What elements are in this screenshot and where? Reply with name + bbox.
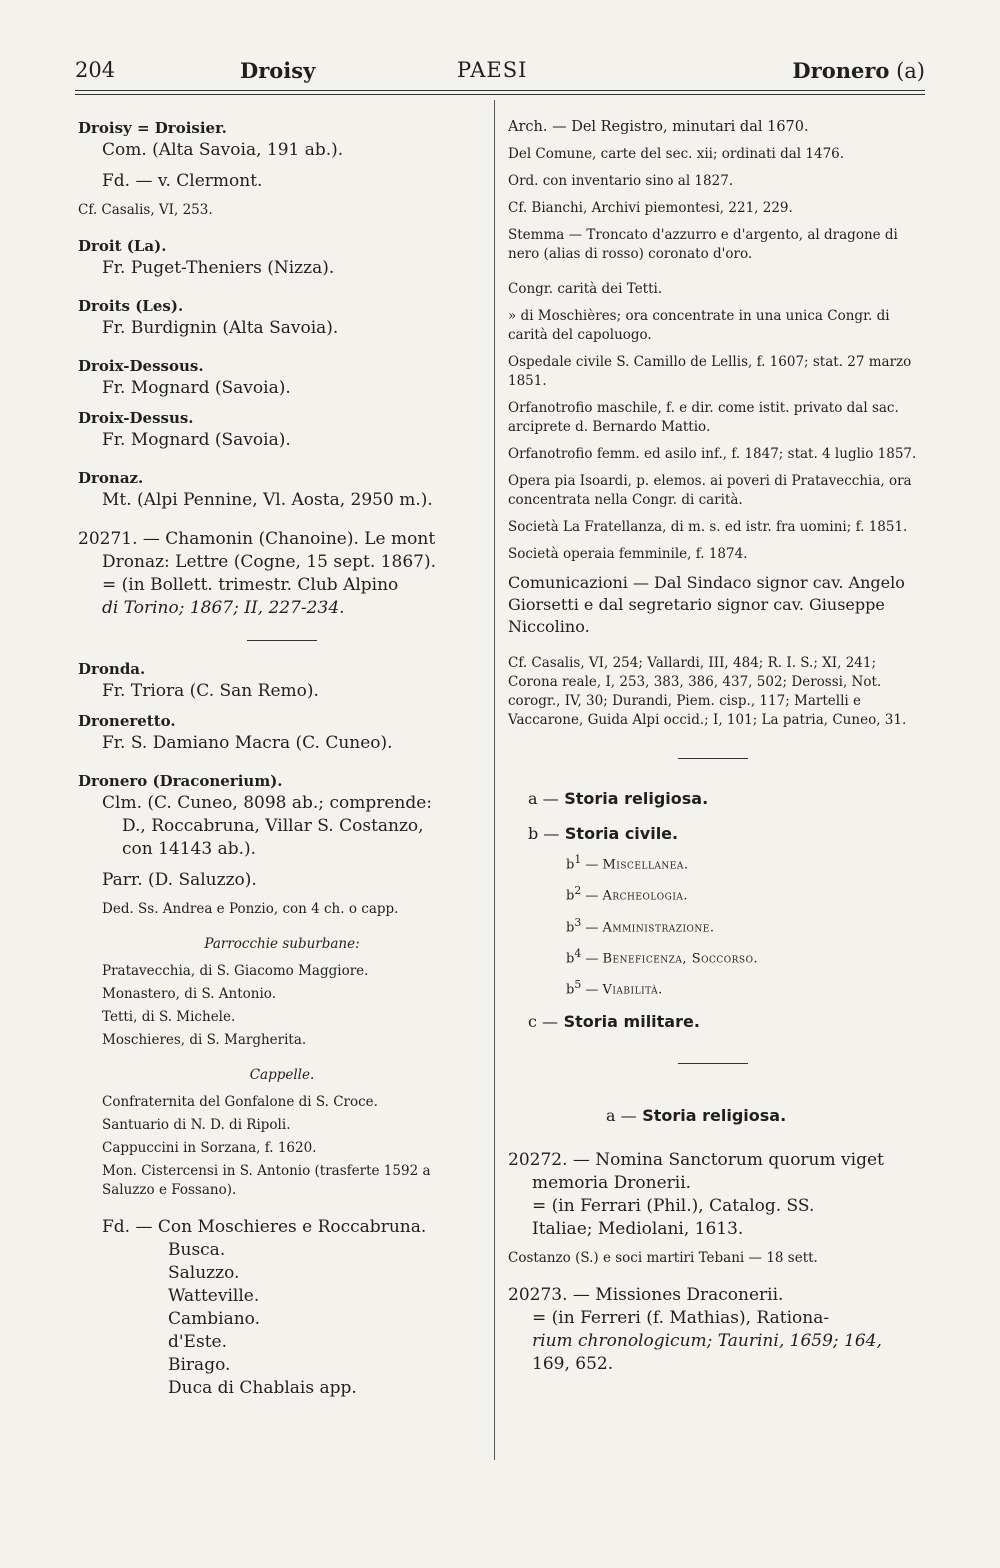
entry-line: Fr. S. Damiano Macra (C. Cuneo). — [102, 733, 393, 753]
entry-line: Opera pia Isoardi, p. elemos. ai poveri di Pratavecchia, ora concentrata nella Congr. di carità. — [508, 473, 912, 508]
header-rule-double — [75, 94, 925, 95]
bibliography-line: memoria Dronerii. — [532, 1172, 692, 1193]
entry-line: Costanzo (S.) e soci martiri Tebani — 18 sett. — [508, 1249, 818, 1266]
entry-line: Orfanotrofio femm. ed asilo inf., f. 1847; stat. 4 luglio 1857. — [508, 446, 917, 462]
entry-heading: Droit (La). — [78, 237, 167, 255]
entry-line: D., Roccabruna, Villar S. Costanzo, — [122, 816, 424, 836]
entry-line: Clm. (C. Cuneo, 8098 ab.; comprende: — [102, 793, 433, 813]
entry-line: Società La Fratellanza, di m. s. ed istr. fra uomini; f. 1851. — [508, 519, 908, 535]
separator-dash — [678, 1063, 748, 1064]
entry-line: Com. (Alta Savoia, 191 ab.). — [102, 140, 344, 160]
subsection-item: $b^5$ — Viabilità. — [566, 978, 663, 998]
list-item: Monastero, di S. Antonio. — [102, 986, 276, 1002]
entry-line: Arch. — Del Registro, minutari dal 1670. — [508, 119, 809, 135]
entry-line: Parr. (D. Saluzzo). — [102, 870, 257, 890]
bibliography-line: = (in Ferreri (f. Mathias), Rationa- — [532, 1307, 830, 1328]
entry-line: Fd. — v. Clermont. — [102, 171, 263, 191]
citation-line: Cf. Bianchi, Archivi piemontesi, 221, 229. — [508, 200, 793, 216]
bibliography-line: Italiae; Mediolani, 1613. — [532, 1218, 744, 1239]
entry-line: Ospedale civile S. Camillo de Lellis, f. 1607; stat. 27 marzo 1851. — [508, 354, 912, 389]
entry-line: Orfanotrofio maschile, f. e dir. come istit. privato dal sac. arciprete d. Bernardo Mattio. — [508, 400, 899, 435]
list-item: Moschieres, di S. Margherita. — [102, 1032, 307, 1048]
separator-dash — [247, 640, 317, 641]
entry-heading: Droisy = Droisier. — [78, 119, 227, 137]
bibliography-line: = (in Bollett. trimestr. Club Alpino — [102, 575, 399, 595]
separator-dash — [678, 758, 748, 759]
header-rule — [75, 90, 925, 91]
column-divider — [494, 100, 495, 1460]
entry-heading: Droix-Dessous. — [78, 357, 204, 375]
subheading: Parrocchie suburbane: — [204, 936, 360, 952]
running-header — [75, 58, 925, 88]
list-item: Duca di Chablais app. — [168, 1378, 357, 1398]
bibliography-line: = (in Ferrari (Phil.), Catalog. SS. — [532, 1195, 815, 1216]
list-item: Mon. Cistercensi in S. Antonio (trasferte 1592 a Saluzzo e Fossano). — [102, 1163, 431, 1198]
bibliography-entry: 20273. — Missiones Draconerii. — [508, 1284, 784, 1305]
bibliography-line: Dronaz: Lettre (Cogne, 15 sept. 1867). — [102, 552, 436, 572]
subsection-item: $b^4$ — Beneficenza, Soccorso. — [566, 946, 759, 967]
bibliography-line: rium chronologicum; Taurini, 1659; 164, — [532, 1330, 882, 1351]
entry-line: Fr. Mognard (Savoia). — [102, 430, 291, 450]
bibliography-line: 169, 652. — [532, 1353, 614, 1374]
entry-line: Stemma — Troncato d'azzurro e d'argento, al dragone di nero (alias di rosso) coronato d'oro. — [508, 227, 898, 262]
list-item: Watteville. — [168, 1286, 260, 1306]
center-running-head: PAESI — [457, 58, 528, 82]
bibliography-entry: 20272. — Nomina Sanctorum quorum viget — [508, 1149, 884, 1170]
list-item: Pratavecchia, di S. Giacomo Maggiore. — [102, 963, 369, 979]
list-item: Cappuccini in Sorzana, f. 1620. — [102, 1140, 317, 1156]
right-column — [508, 118, 918, 1376]
entry-line: Fr. Triora (C. San Remo). — [102, 681, 319, 701]
entry-line: » di Moschières; ora concentrate in una unica Congr. di carità del capoluogo. — [508, 308, 890, 343]
entry-line: Ded. Ss. Andrea e Ponzio, con 4 ch. o capp. — [102, 901, 399, 917]
left-column — [78, 118, 486, 1400]
entry-line: Congr. carità dei Tetti. — [508, 281, 663, 297]
entry-heading: Dronero (Draconerium). — [78, 772, 283, 790]
left-running-head: Droisy — [240, 58, 316, 83]
entry-line: Del Comune, carte del sec. xii; ordinati dal 1476. — [508, 146, 845, 162]
right-running-head: Dronero (a) — [792, 58, 925, 83]
list-item: Birago. — [168, 1355, 231, 1375]
section-heading: a — Storia religiosa. — [528, 789, 709, 808]
section-heading: a — Storia religiosa. — [606, 1105, 787, 1125]
list-item: Santuario di N. D. di Ripoli. — [102, 1117, 291, 1133]
bibliography-entry: 20271. — Chamonin (Chanoine). Le mont — [78, 529, 436, 549]
list-item: Cambiano. — [168, 1309, 261, 1329]
entry-line: Società operaia femminile, f. 1874. — [508, 546, 748, 562]
section-heading: c — Storia militare. — [528, 1011, 700, 1031]
subheading: Cappelle. — [249, 1067, 315, 1083]
entry-line: Fr. Puget-Theniers (Nizza). — [102, 258, 335, 278]
list-item: Saluzzo. — [168, 1263, 240, 1283]
entry-line: Comunicazioni — Dal Sindaco signor cav. Angelo Giorsetti e dal segretario signor cav. Giuseppe Niccolino. — [508, 573, 905, 636]
page-number: 204 — [75, 58, 116, 82]
subsection-item: $b^2$ — Archeologia. — [566, 884, 689, 904]
list-item: Tetti, di S. Michele. — [102, 1009, 236, 1025]
list-item: Confraternita del Gonfalone di S. Croce. — [102, 1094, 378, 1110]
list-item: Busca. — [168, 1240, 226, 1260]
citation-line: Cf. Casalis, VI, 253. — [78, 202, 213, 218]
entry-line: Ord. con inventario sino al 1827. — [508, 173, 734, 189]
entry-heading: Droneretto. — [78, 712, 176, 730]
entry-heading: Dronda. — [78, 660, 146, 678]
entry-line: Fr. Burdignin (Alta Savoia). — [102, 318, 339, 338]
entry-heading: Droits (Les). — [78, 297, 184, 315]
bibliography-line: di Torino; 1867; II, 227-234. — [102, 598, 345, 618]
entry-heading: Dronaz. — [78, 469, 144, 487]
entry-heading: Droix-Dessus. — [78, 409, 194, 427]
subsection-item: $b^1$ — Miscellanea. — [566, 853, 689, 873]
entry-line: Mt. (Alpi Pennine, Vl. Aosta, 2950 m.). — [102, 490, 433, 510]
entry-line: con 14143 ab.). — [122, 839, 257, 859]
subsection-item: $b^3$ — Amministrazione. — [566, 915, 715, 935]
citation-line: Cf. Casalis, VI, 254; Vallardi, III, 484; R. I. S.; XI, 241; Corona reale, I, 253, 383, 386, 437, 502; Derossi, Not. corogr., IV, 30; Durandi, Piem. cisp., 117; Martelli e Vaccarone, Guida Alpi occid.; I, 101; La patria, Cuneo, 31. — [508, 655, 907, 728]
section-heading: b — Storia civile. — [528, 824, 679, 843]
entry-line: Fd. — Con Moschieres e Roccabruna. — [102, 1217, 427, 1237]
entry-line: Fr. Mognard (Savoia). — [102, 378, 291, 398]
list-item: d'Este. — [168, 1332, 227, 1352]
